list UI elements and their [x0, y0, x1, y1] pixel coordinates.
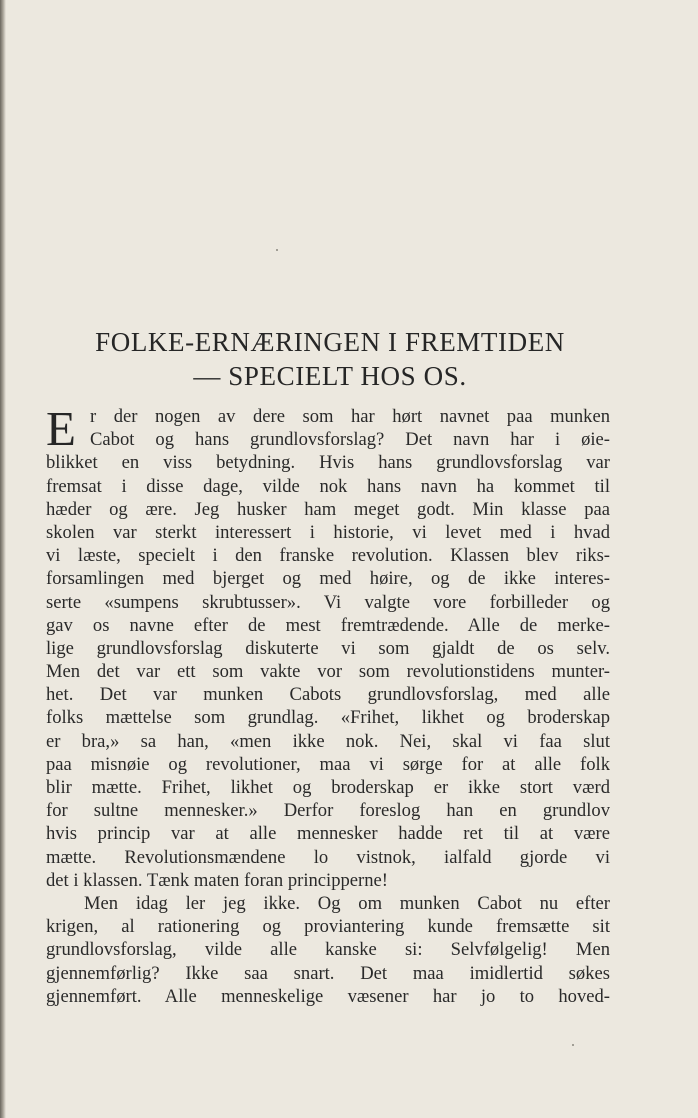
text-line: gjennemført. Alle menneskelige væsener har jo to hoved-	[46, 985, 610, 1007]
text-line: vi læste, specielt i den franske revolution. Klassen blev riks-	[46, 545, 610, 567]
text-line: fremsat i disse dage, vilde nok hans navn ha kommet til	[46, 475, 610, 497]
paper-speck	[572, 1044, 574, 1046]
chapter-title-line-2: — SPECIELT HOS OS.	[193, 361, 467, 391]
text-line: mætte. Revolutionsmændene lo vistnok, ialfald gjorde vi	[46, 846, 610, 868]
text-line: lige grundlovsforslag diskuterte vi som gjaldt de os selv.	[46, 637, 610, 659]
text-line: blikket en viss betydning. Hvis hans grundlovsforslag var	[46, 452, 610, 474]
chapter-title	[40, 325, 620, 393]
text-line: gjennemførlig? Ikke saa snart. Det maa imidlertid søkes	[46, 962, 610, 984]
text-line: blir mætte. Frihet, likhet og broderskap er ikke stort værd	[46, 777, 610, 798]
drop-cap: E	[46, 401, 76, 456]
paper-speck	[276, 249, 278, 251]
text-line: Men det var ett som vakte vor som revolutionstidens munter-	[46, 661, 610, 683]
text-line: serte «sumpens skrubtusser». Vi valgte vore forbilleder og	[46, 591, 610, 613]
text-line: het. Det var munken Cabots grundlovsforslag, med alle	[46, 684, 610, 706]
chapter-title-line-1: FOLKE-ERNÆRINGEN I FREMTIDEN	[95, 327, 565, 357]
text-line: skolen var sterkt interessert i historie, vi levet med i hvad	[46, 521, 610, 543]
body-text	[46, 401, 610, 1008]
text-line: hvis princip var at alle mennesker hadde ret til at være	[46, 823, 610, 845]
text-line: grundlovsforslag, vilde alle kanske si: Selvfølgelig! Men	[46, 939, 610, 961]
text-line: folks mættelse som grundlag. «Frihet, likhet og broderskap	[46, 707, 610, 729]
text-line: er bra,» sa han, «men ikke nok. Nei, skal vi faa slut	[46, 730, 610, 752]
text-line: det i klassen. Tænk maten foran principperne!	[46, 869, 388, 891]
text-line: Cabot og hans grundlovsforslag? Det navn har i øie-	[90, 429, 610, 451]
text-line: gav os navne efter de mest fremtrædende. Alle de merke-	[46, 614, 610, 636]
text-line: r der nogen av dere som har hørt navnet paa munken	[90, 406, 610, 427]
text-line: krigen, al rationering og proviantering kunde fremsætte sit	[46, 916, 610, 938]
text-line: paa misnøie og revolutioner, maa vi sørge for at alle folk	[46, 753, 610, 775]
page-binding-edge	[0, 0, 6, 1118]
text-line: Men idag ler jeg ikke. Og om munken Cabot nu efter	[84, 892, 610, 914]
text-line: for sultne mennesker.» Derfor foreslog han en grundlov	[46, 800, 610, 822]
text-line: forsamlingen med bjerget og med høire, og de ikke interes-	[46, 568, 610, 590]
text-line: hæder og ære. Jeg husker ham meget godt. Min klasse paa	[46, 498, 610, 520]
